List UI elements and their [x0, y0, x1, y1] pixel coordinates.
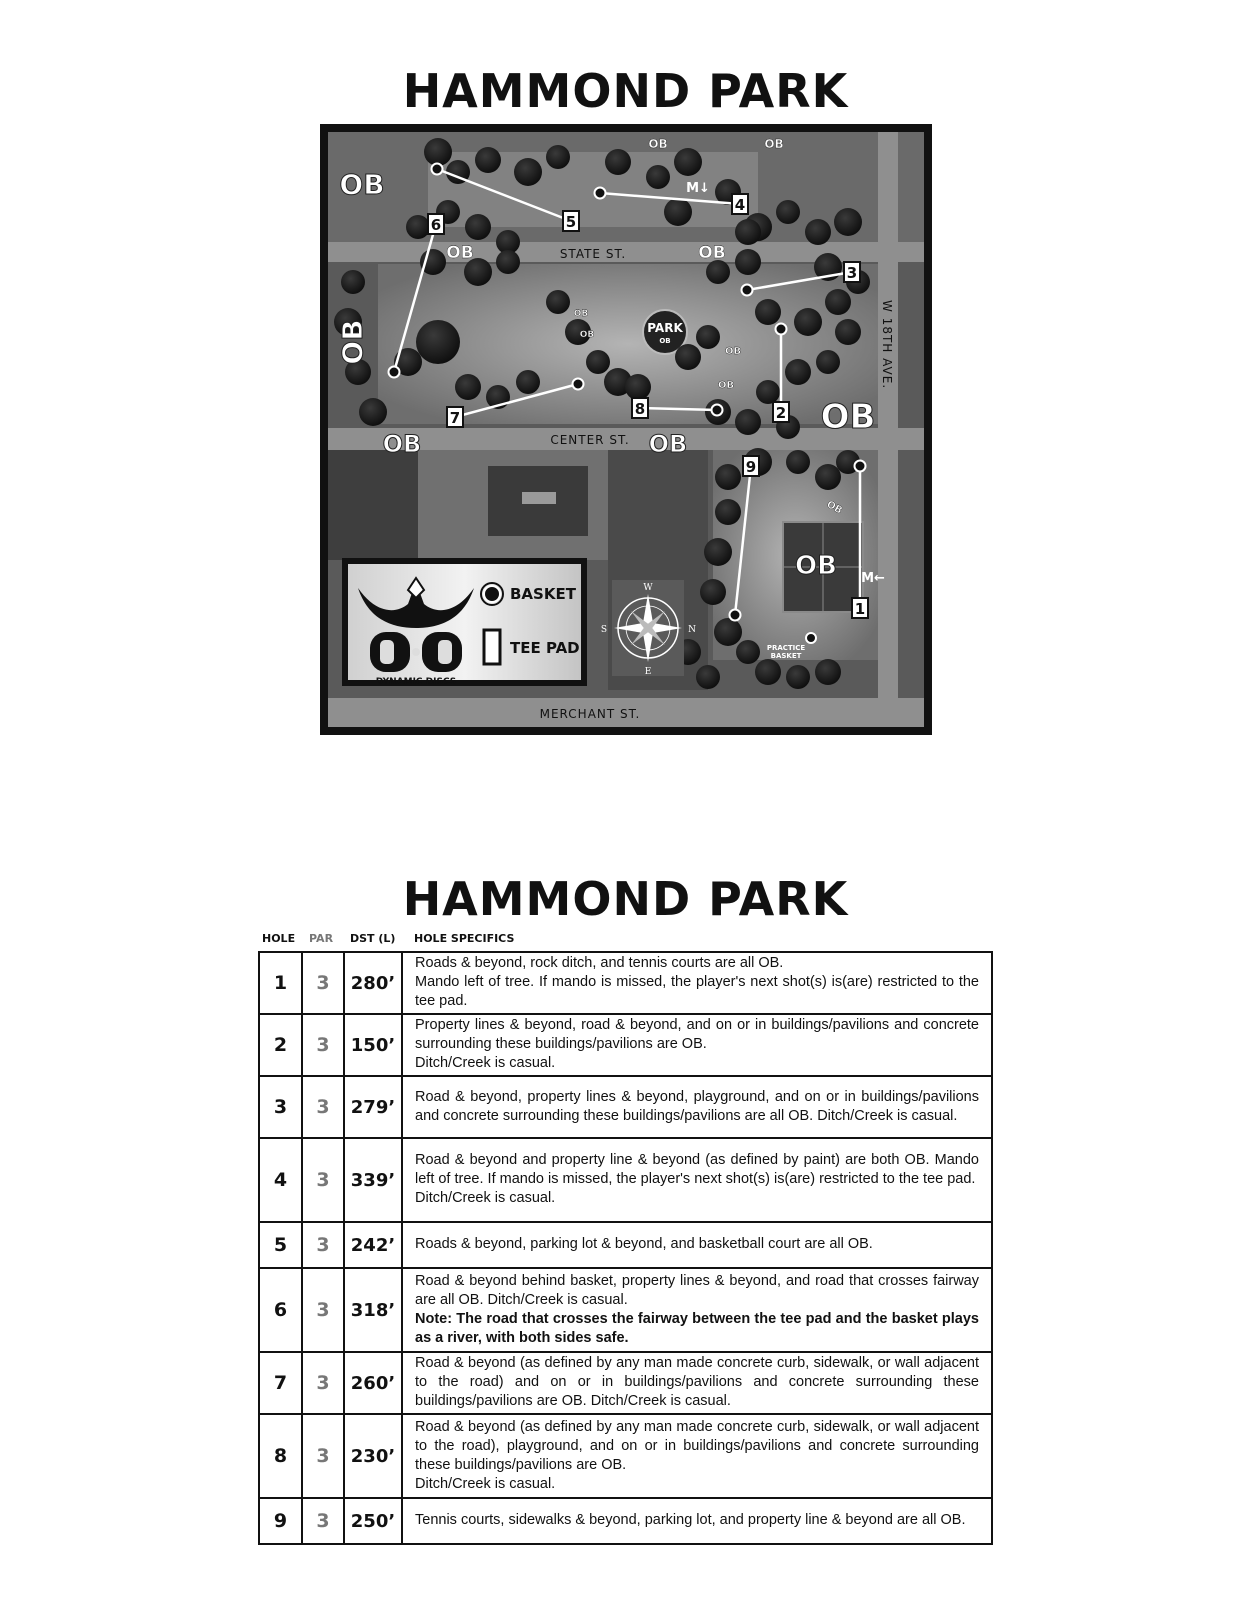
state-street-label: STATE ST. [559, 247, 627, 261]
hole-par: 3 [302, 1076, 344, 1138]
tree [786, 665, 810, 689]
tree [835, 319, 861, 345]
tree [825, 289, 851, 315]
header-par: PAR [309, 932, 334, 945]
ob-label: OB [820, 397, 876, 437]
hole-specifics [402, 952, 992, 1014]
tree [755, 299, 781, 325]
spec-line: Road & beyond (as defined by any man made concrete curb, sidewalk, or wall adjacent to the road), playground, and on or in buildings/pavilions and concrete surrounding these buildings/pavilions are OB. [415, 1418, 979, 1473]
spec-line: Road & beyond (as defined by any man made concrete curb, sidewalk, or wall adjacent to the road) and on or in buildings/pavilions and concrete surrounding these buildings/pavilions are OB. Ditch/Creek is casual. [415, 1355, 979, 1409]
spec-line: Road & beyond, property lines & beyond, playground, and on or in buildings/pavilions and concrete surrounding these buildings/pavilions are all OB. Ditch/Creek is casual. [415, 1088, 979, 1124]
ob-label: OB [764, 137, 784, 151]
hole-distance: 318’ [344, 1268, 402, 1352]
tree [475, 147, 501, 173]
tree [816, 350, 840, 374]
ob-label: OB [336, 319, 369, 365]
hole-specifics [402, 1352, 992, 1414]
tree [341, 270, 365, 294]
basket-marker [855, 461, 866, 472]
hole-number: 7 [259, 1352, 302, 1414]
compass-rose [601, 580, 696, 677]
ob-label: OB [579, 330, 595, 340]
tree [786, 450, 810, 474]
hole-number: 3 [259, 1076, 302, 1138]
hole-number-label: 8 [634, 400, 646, 418]
tree [675, 344, 701, 370]
hole-par: 3 [302, 1414, 344, 1498]
tree [359, 398, 387, 426]
hole-number-label: 5 [565, 213, 577, 231]
hole-specifics [402, 1138, 992, 1222]
ob-label: OB [382, 430, 422, 458]
spec-line: Mando left of tree. If mando is missed, the player's next shot(s) is(are) restricted to the tee pad. [415, 974, 979, 1009]
tree [696, 325, 720, 349]
tree [674, 148, 702, 176]
hole-specifics [402, 1414, 992, 1498]
ob-label: OB [339, 168, 385, 201]
hole-number-label: 2 [775, 404, 787, 422]
tree [700, 579, 726, 605]
spec-line: Ditch/Creek is casual. [415, 1475, 556, 1492]
table-row [259, 1414, 992, 1498]
ob-label: OB [573, 309, 589, 319]
hole-specifics [402, 1076, 992, 1138]
table-row [259, 1076, 992, 1138]
hole-distance: 250’ [344, 1498, 402, 1544]
ob-label: OB [717, 380, 735, 391]
hole-specifics [402, 1498, 992, 1544]
tree [794, 308, 822, 336]
tree [546, 145, 570, 169]
tree [496, 250, 520, 274]
hole-number: 8 [259, 1414, 302, 1498]
tree [646, 165, 670, 189]
course-map-svg [328, 132, 924, 727]
tree [715, 464, 741, 490]
ob-label: OB [795, 551, 837, 581]
hole-par: 3 [302, 1014, 344, 1076]
spec-line: Ditch/Creek is casual. [415, 1190, 556, 1206]
tree [465, 214, 491, 240]
center-street-label: CENTER ST. [550, 433, 630, 447]
tree [735, 219, 761, 245]
map-title: HAMMOND PARK [402, 64, 849, 118]
w18-avenue [878, 132, 898, 727]
hole-specifics [402, 1222, 992, 1268]
spec-note: Note: The road that crosses the fairway between the tee pad and the basket plays as a river, with both sides safe. [415, 1310, 979, 1346]
hole-specifics [402, 1014, 992, 1076]
header-dst: DST (L) [350, 932, 396, 945]
hole-par: 3 [302, 1222, 344, 1268]
hole-number: 4 [259, 1138, 302, 1222]
compass-n: N [688, 625, 696, 635]
tree [406, 215, 430, 239]
ob-label: OB [824, 499, 844, 517]
basket-marker [712, 405, 723, 416]
park-label: PARK [647, 321, 683, 335]
table-row [259, 1138, 992, 1222]
legend-basket-icon [484, 586, 500, 602]
park-ob-label: OB [659, 337, 671, 345]
hole-number: 1 [259, 952, 302, 1014]
hole-par: 3 [302, 1352, 344, 1414]
table-title: HAMMOND PARK [402, 872, 849, 926]
compass-w: W [643, 583, 653, 593]
basket-marker [432, 164, 443, 175]
tree [706, 260, 730, 284]
tree [756, 380, 780, 404]
table-row [259, 1014, 992, 1076]
tree [785, 359, 811, 385]
legend-teepad-icon [484, 630, 500, 664]
tree [755, 659, 781, 685]
hole-distance: 242’ [344, 1222, 402, 1268]
tree [455, 374, 481, 400]
spec-line: Roads & beyond, rock ditch, and tennis courts are all OB. [415, 955, 784, 971]
spec-line: Tennis courts, sidewalks & beyond, parking lot, and property line & beyond are all OB. [415, 1512, 966, 1528]
hole-distance: 279’ [344, 1076, 402, 1138]
tree [735, 249, 761, 275]
hole-number-label: 1 [854, 600, 866, 618]
practice-label-2: BASKET [770, 652, 802, 660]
tree [805, 219, 831, 245]
tree [546, 290, 570, 314]
spec-line: Road & beyond behind basket, property lines & beyond, and road that crosses fairway are all OB. Ditch/Creek is casual. [415, 1272, 979, 1308]
legend-teepad-label: TEE PAD [510, 639, 580, 657]
hole-distance: 260’ [344, 1352, 402, 1414]
tree [625, 374, 651, 400]
course-map [320, 124, 932, 735]
mando-label-4: M↓ [686, 181, 710, 196]
hole-par: 3 [302, 1268, 344, 1352]
hole-number-label: 4 [734, 196, 746, 214]
hole-number: 6 [259, 1268, 302, 1352]
tree [514, 158, 542, 186]
hole-par: 3 [302, 1138, 344, 1222]
basket-marker [595, 188, 606, 199]
tree [714, 618, 742, 646]
tree [776, 200, 800, 224]
basket-marker [573, 379, 584, 390]
lower-building-roof [522, 492, 556, 504]
basket-marker [389, 367, 400, 378]
tree [735, 409, 761, 435]
hole-distance: 150’ [344, 1014, 402, 1076]
hole-number-label: 3 [846, 264, 858, 282]
spec-line: Ditch/Creek is casual. [415, 1055, 556, 1071]
hole-par: 3 [302, 952, 344, 1014]
table-row [259, 1352, 992, 1414]
tree [664, 198, 692, 226]
practice-label-1: PRACTICE [766, 644, 806, 652]
spec-line: Property lines & beyond, road & beyond, and on or in buildings/pavilions and concrete surrounding these buildings/pavilions are OB. [415, 1017, 979, 1052]
ob-label: OB [446, 243, 474, 263]
ob-label: OB [698, 243, 726, 263]
w18-avenue-label: W 18TH AVE. [880, 300, 894, 390]
tree [516, 370, 540, 394]
hole-number-label: 9 [745, 458, 757, 476]
hole-specifics-table [258, 951, 993, 1545]
table-row [259, 1498, 992, 1544]
hole-distance: 280’ [344, 952, 402, 1014]
spec-line: Roads & beyond, parking lot & beyond, and basketball court are all OB. [415, 1236, 873, 1252]
tree [424, 138, 452, 166]
hole-number-label: 7 [449, 409, 461, 427]
compass-s: S [600, 625, 608, 635]
legend-brand: DYNAMIC DISCS [375, 677, 457, 687]
practice-basket [806, 633, 816, 643]
table-row [259, 1222, 992, 1268]
basket-marker [730, 610, 741, 621]
tree [834, 208, 862, 236]
hole-number-label: 6 [430, 216, 442, 234]
basket-marker [776, 324, 787, 335]
merchant-street-label: MERCHANT ST. [539, 707, 641, 721]
lower-left-lot [328, 450, 418, 560]
hole-number: 9 [259, 1498, 302, 1544]
legend-basket-label: BASKET [510, 585, 576, 603]
map-legend [342, 558, 587, 687]
compass-e: E [644, 667, 652, 677]
hole-number: 2 [259, 1014, 302, 1076]
ob-label: OB [648, 137, 668, 151]
hole-distance: 339’ [344, 1138, 402, 1222]
hole-specifics [402, 1268, 992, 1352]
tree [815, 464, 841, 490]
header-hole: HOLE [262, 932, 296, 945]
tree [704, 538, 732, 566]
table-row [259, 1268, 992, 1352]
hole-par: 3 [302, 1498, 344, 1544]
tree [586, 350, 610, 374]
hole-distance: 230’ [344, 1414, 402, 1498]
basket-marker [742, 285, 753, 296]
tree [696, 665, 720, 689]
ob-label: OB [724, 346, 742, 357]
mando-label-1: M← [861, 571, 885, 586]
tree [715, 499, 741, 525]
ob-label: OB [648, 430, 688, 458]
spec-line: Road & beyond and property line & beyond (as defined by paint) are both OB. Mando left of tree. If mando is missed, the player's next shot(s) is(are) restricted to the tee pad. [415, 1152, 979, 1187]
table-row [259, 952, 992, 1014]
tree [736, 640, 760, 664]
tree [605, 149, 631, 175]
tree [815, 659, 841, 685]
header-specifics: HOLE SPECIFICS [414, 932, 515, 945]
hole-number: 5 [259, 1222, 302, 1268]
tree [416, 320, 460, 364]
